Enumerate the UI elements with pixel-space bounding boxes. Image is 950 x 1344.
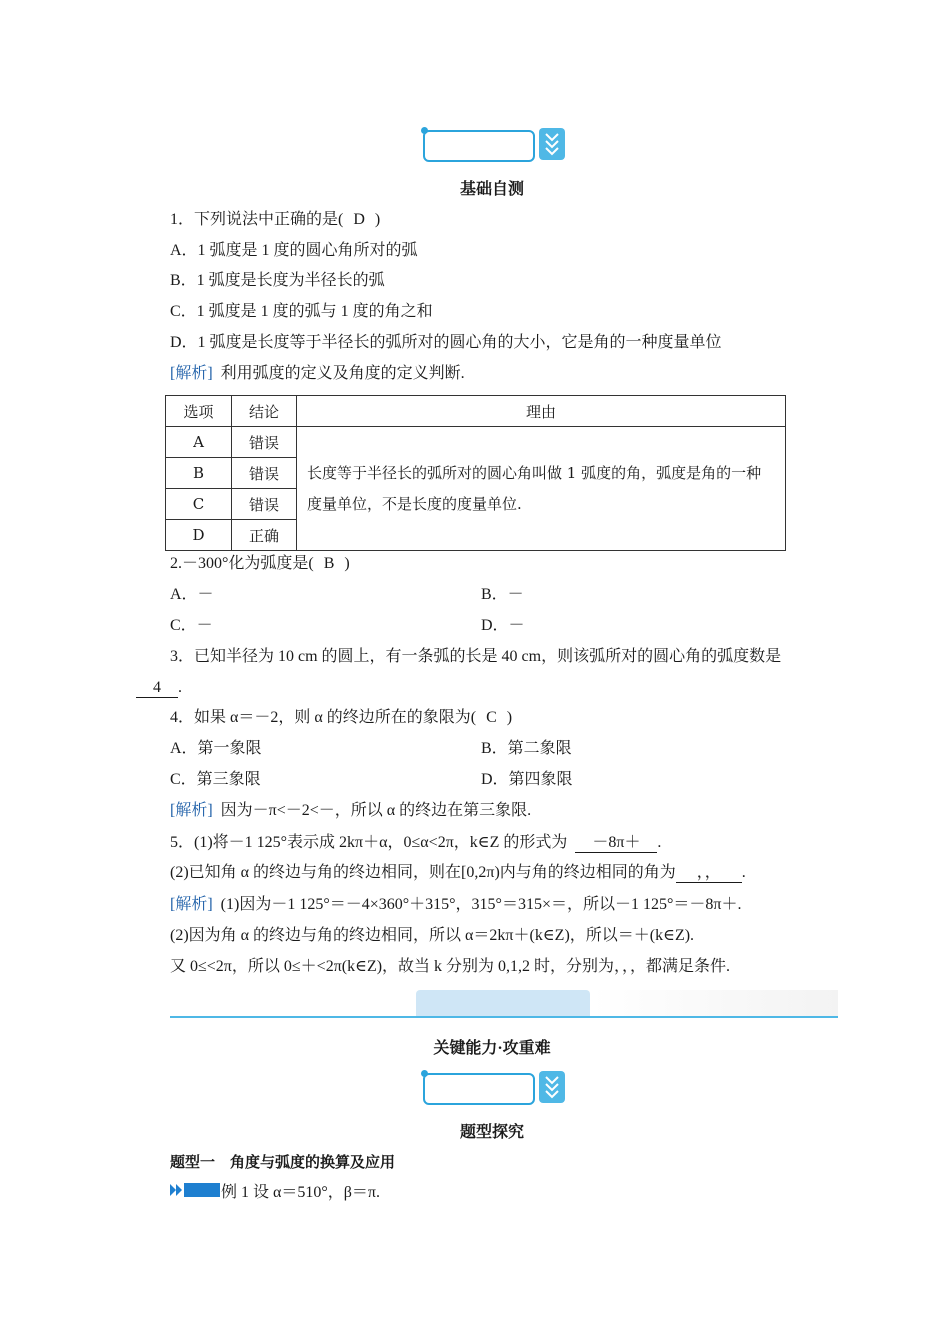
table-cell: 错误: [232, 427, 297, 458]
analysis-line: 又 0≤<2π，所以 0≤＋<2π(k∈Z)，故当 k 分别为 0,1,2 时，分别为，，，都满足条件.: [170, 958, 731, 975]
table-header: 选项: [166, 396, 232, 427]
option: B．第二象限: [481, 740, 572, 757]
option: D．1 弧度是长度等于半径长的弧所对的圆心角的大小，它是角的一种度量单位: [170, 334, 722, 351]
option: D．－: [481, 617, 525, 634]
table-cell: 错误: [232, 458, 297, 489]
answer: D: [353, 211, 365, 228]
chevron-down-icon: [539, 1071, 565, 1103]
question-3: 3．已知半径为 10 cm 的圆上，有一条弧的长是 40 cm，则该弧所对的圆心角的弧度数是: [170, 648, 782, 665]
divider-shade: [592, 990, 838, 1016]
option: A．－: [170, 586, 214, 603]
section-badge-icon: [423, 128, 567, 164]
analysis-label: [解析]: [170, 896, 213, 913]
table-cell: 错误: [232, 489, 297, 520]
table-reason: 长度等于半径长的弧所对的圆心角叫做 1 弧度的角，弧度是角的一种度量单位，不是长度的度量单位.: [297, 427, 786, 551]
table-cell: A: [166, 427, 232, 458]
analysis: [解析] 因为－π<－2<－，所以 α 的终边在第三象限.: [170, 802, 532, 819]
option: C．－: [170, 617, 213, 634]
analysis-line: (2)因为角 α 的终边与角的终边相同，所以 α＝2kπ＋(k∈Z)，所以＝＋(k∈Z).: [170, 927, 695, 944]
section-subtitle: 题型探究: [459, 1124, 524, 1141]
question-2: 2.－300°化为弧度是( B ): [170, 553, 350, 575]
section-badge-icon: [423, 1071, 567, 1107]
option: C．第三象限: [170, 771, 261, 788]
reason-table: [165, 395, 786, 551]
divider-tab: [416, 990, 590, 1017]
answer: C: [486, 709, 497, 726]
table-header: 理由: [297, 396, 786, 427]
question-4: 4．如果 α＝－2，则 α 的终边所在的象限为( C ): [170, 707, 512, 729]
topic-title: 题型一 角度与弧度的换算及应用: [170, 1153, 396, 1171]
analysis: [解析] (1)因为－1 125°＝－4×360°＋315°，315°＝315×＝，所以－1 125°＝－8π＋.: [170, 896, 742, 913]
table-cell: D: [166, 520, 232, 551]
section-divider: [170, 1016, 838, 1018]
example-arrow-icon: [170, 1183, 220, 1197]
analysis: [解析] 利用弧度的定义及角度的定义判断.: [170, 365, 465, 382]
option: B．1 弧度是长度为半径长的弧: [170, 272, 385, 289]
answer: B: [323, 555, 335, 572]
question-5-part-2: (2)已知角 α 的终边与角的终边相同，则在[0,2π)内与角的终边相同的角为 ，， .: [170, 864, 746, 881]
section-title: 关键能力·攻重难: [433, 1040, 551, 1057]
question-1: 1．下列说法中正确的是( D ): [170, 209, 380, 231]
chevron-down-icon: [539, 128, 565, 160]
question-5-part-1: 5．(1)将－1 125°表示成 2kπ＋α，0≤α<2π，k∈Z 的形式为 －8π＋ .: [170, 834, 662, 851]
section-title: 基础自测: [459, 181, 524, 198]
option: A．第一象限: [170, 740, 262, 757]
table-cell: B: [166, 458, 232, 489]
option: B．－: [481, 586, 524, 603]
table-cell: C: [166, 489, 232, 520]
analysis-label: [解析]: [170, 802, 213, 819]
table-cell: 正确: [232, 520, 297, 551]
analysis-label: [解析]: [170, 365, 213, 382]
option: C．1 弧度是 1 度的弧与 1 度的角之和: [170, 303, 433, 320]
option: D．第四象限: [481, 771, 573, 788]
example-1: 例 1 设 α＝510°，β＝π.: [221, 1184, 381, 1201]
option: A．1 弧度是 1 度的圆心角所对的弧: [170, 242, 418, 259]
table-header: 结论: [232, 396, 297, 427]
question-3-answer: 4 .: [136, 677, 182, 699]
